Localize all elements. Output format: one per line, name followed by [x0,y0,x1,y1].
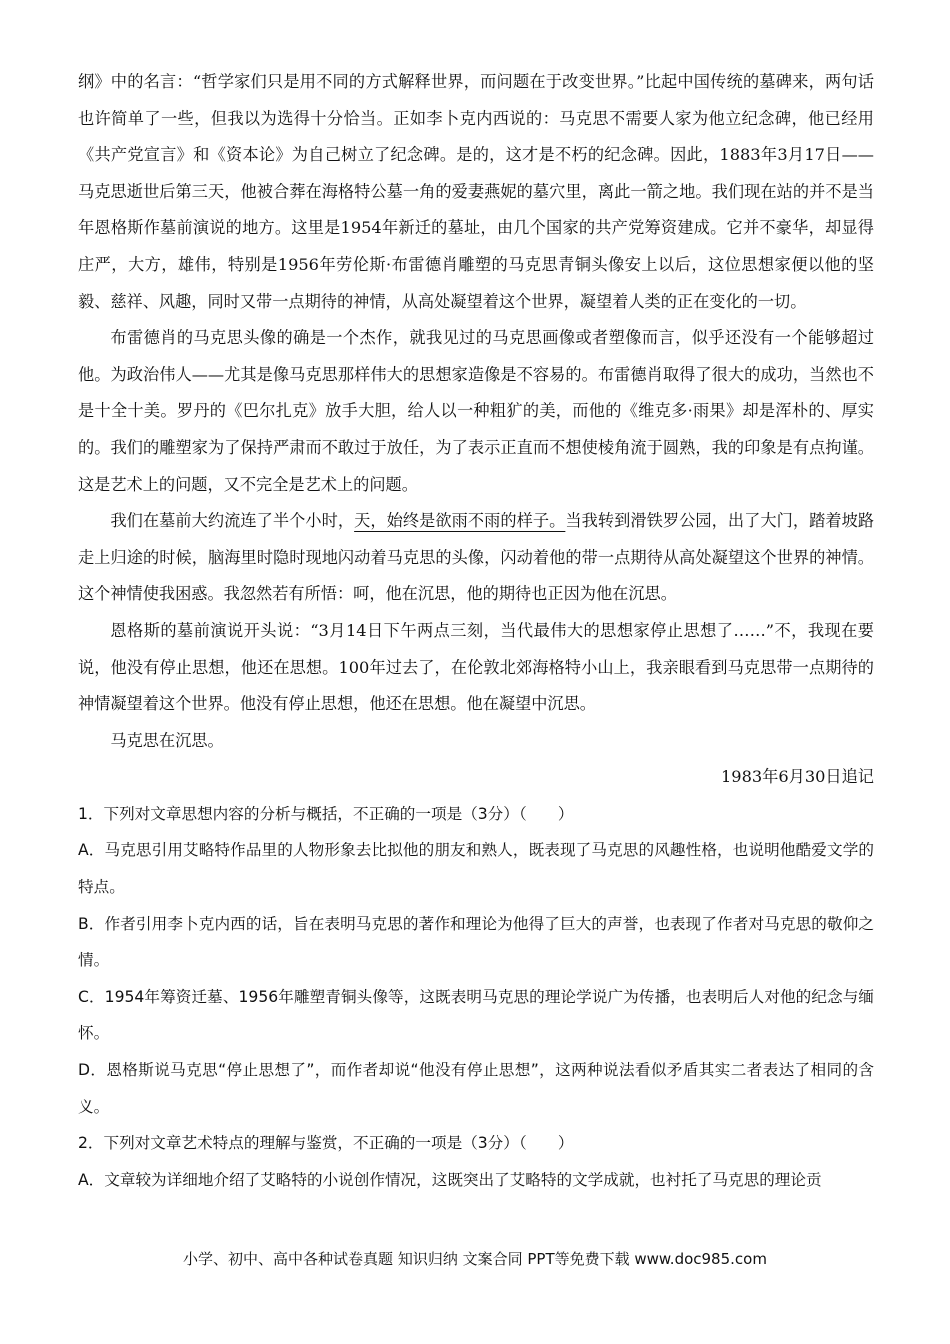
paragraph-3 [78,503,874,613]
paragraph-3-rest: 当我转到滑铁罗公园，出了大门，踏着坡路走上归途的时候，脑海里时隐时现地闪动着马克思的头像，闪动着他的带一点期待从高处凝望这个世界的神情。这个神情使我困惑。我忽然若有所悟：呵，他在沉思，他的期待也正因为他在沉思。 [78,511,875,604]
paragraph-2: 布雷德肖的马克思头像的确是一个杰作，就我见过的马克思画像或者塑像而言，似乎还没有一个能够超过他。为政治伟人——尤其是像马克思那样伟大的思想家造像是不容易的。布雷德肖取得了很大的成功，当然也不是十全十美。罗丹的《巴尔扎克》放手大胆，给人以一种粗犷的美，而他的《维克多·雨果》却是浑朴的、厚实的。我们的雕塑家为了保持严肃而不敢过于放任，为了表示正直而不想使棱角流于圆熟，我的印象是有点拘谨。这是艺术上的问题，又不完全是艺术上的问题。 [78,328,874,494]
paragraph-5: 马克思在沉思。 [110,730,224,750]
question-1-option-d: D．恩格斯说马克思“停止思想了”，而作者却说“他没有停止思想”，这两种说法看似矛盾其实二者表达了相同的含义。 [78,1061,874,1116]
question-1-stem: 1．下列对文章思想内容的分析与概括，不正确的一项是（3分）（ ） [78,804,574,823]
question-1-option-b: B．作者引用李卜克内西的话，旨在表明马克思的著作和理论为他得了巨大的声誉，也表现了作者对马克思的敬仰之情。 [78,914,874,970]
paragraph-3-lead: 我们在墓前大约流连了半个小时， [110,511,355,531]
article-body [78,64,874,1198]
question-1-option-a: A．马克思引用艾略特作品里的人物形象去比拟他的朋友和熟人，既表现了马克思的风趣性格，也说明他酷爱文学的特点。 [78,841,874,897]
paragraph-1: 纲》中的名言：“哲学家们只是用不同的方式解释世界，而问题在于改变世界。”比起中国传统的墓碑来，两句话也许简单了一些，但我以为选得十分恰当。正如李卜克内西说的：马克思不需要人家为他立纪念碑，他已经用《共产党宣言》和《资本论》为自己树立了纪念碑。是的，这才是不朽的纪念碑。因此，1883年3月17日——马克思逝世后第三天，他被合葬在海格特公墓一角的爱妻燕妮的墓穴里，离此一箭之地。我们现在站的并不是当年恩格斯作墓前演说的地方。这里是1954年新迁的墓址，由几个国家的共产党筹资建成。它并不豪华，却显得庄严，大方，雄伟，特别是1956年劳伦斯·布雷德肖雕塑的马克思青铜头像安上以后，这位思想家便以他的坚毅、慈祥、风趣，同时又带一点期待的神情，从高处凝望着这个世界，凝望着人类的正在变化的一切。 [78,72,874,311]
signoff-date: 1983年6月30日追记 [720,767,874,787]
question-2-stem: 2．下列对文章艺术特点的理解与鉴赏，不正确的一项是（3分）（ ） [78,1134,574,1153]
underlined-sentence: 天，始终是欲雨不雨的样子。 [354,511,566,531]
paragraph-4: 恩格斯的墓前演说开头说：“3月14日下午两点三刻，当代最伟大的思想家停止思想了……”不，我现在要说，他没有停止思想，他还在思想。100年过去了，在伦敦北郊海格特小山上，我亲眼看到马克思带一点期待的神情凝望着这个世界。他没有停止思想，他还在思想。他在凝望中沉思。 [78,620,874,714]
question-1-option-c: C．1954年筹资迁墓、1956年雕塑青铜头像等，这既表明马克思的理论学说广为传播，也表明后人对他的纪念与缅怀。 [78,987,874,1043]
question-2-option-a: A．文章较为详细地介绍了艾略特的小说创作情况，这既突出了艾略特的文学成就，也衬托了马克思的理论贡 [78,1170,822,1189]
page-footer: 小学、初中、高中各种试卷真题 知识归纳 文案合同 PPT等免费下载 www.doc985.com [183,1250,767,1268]
